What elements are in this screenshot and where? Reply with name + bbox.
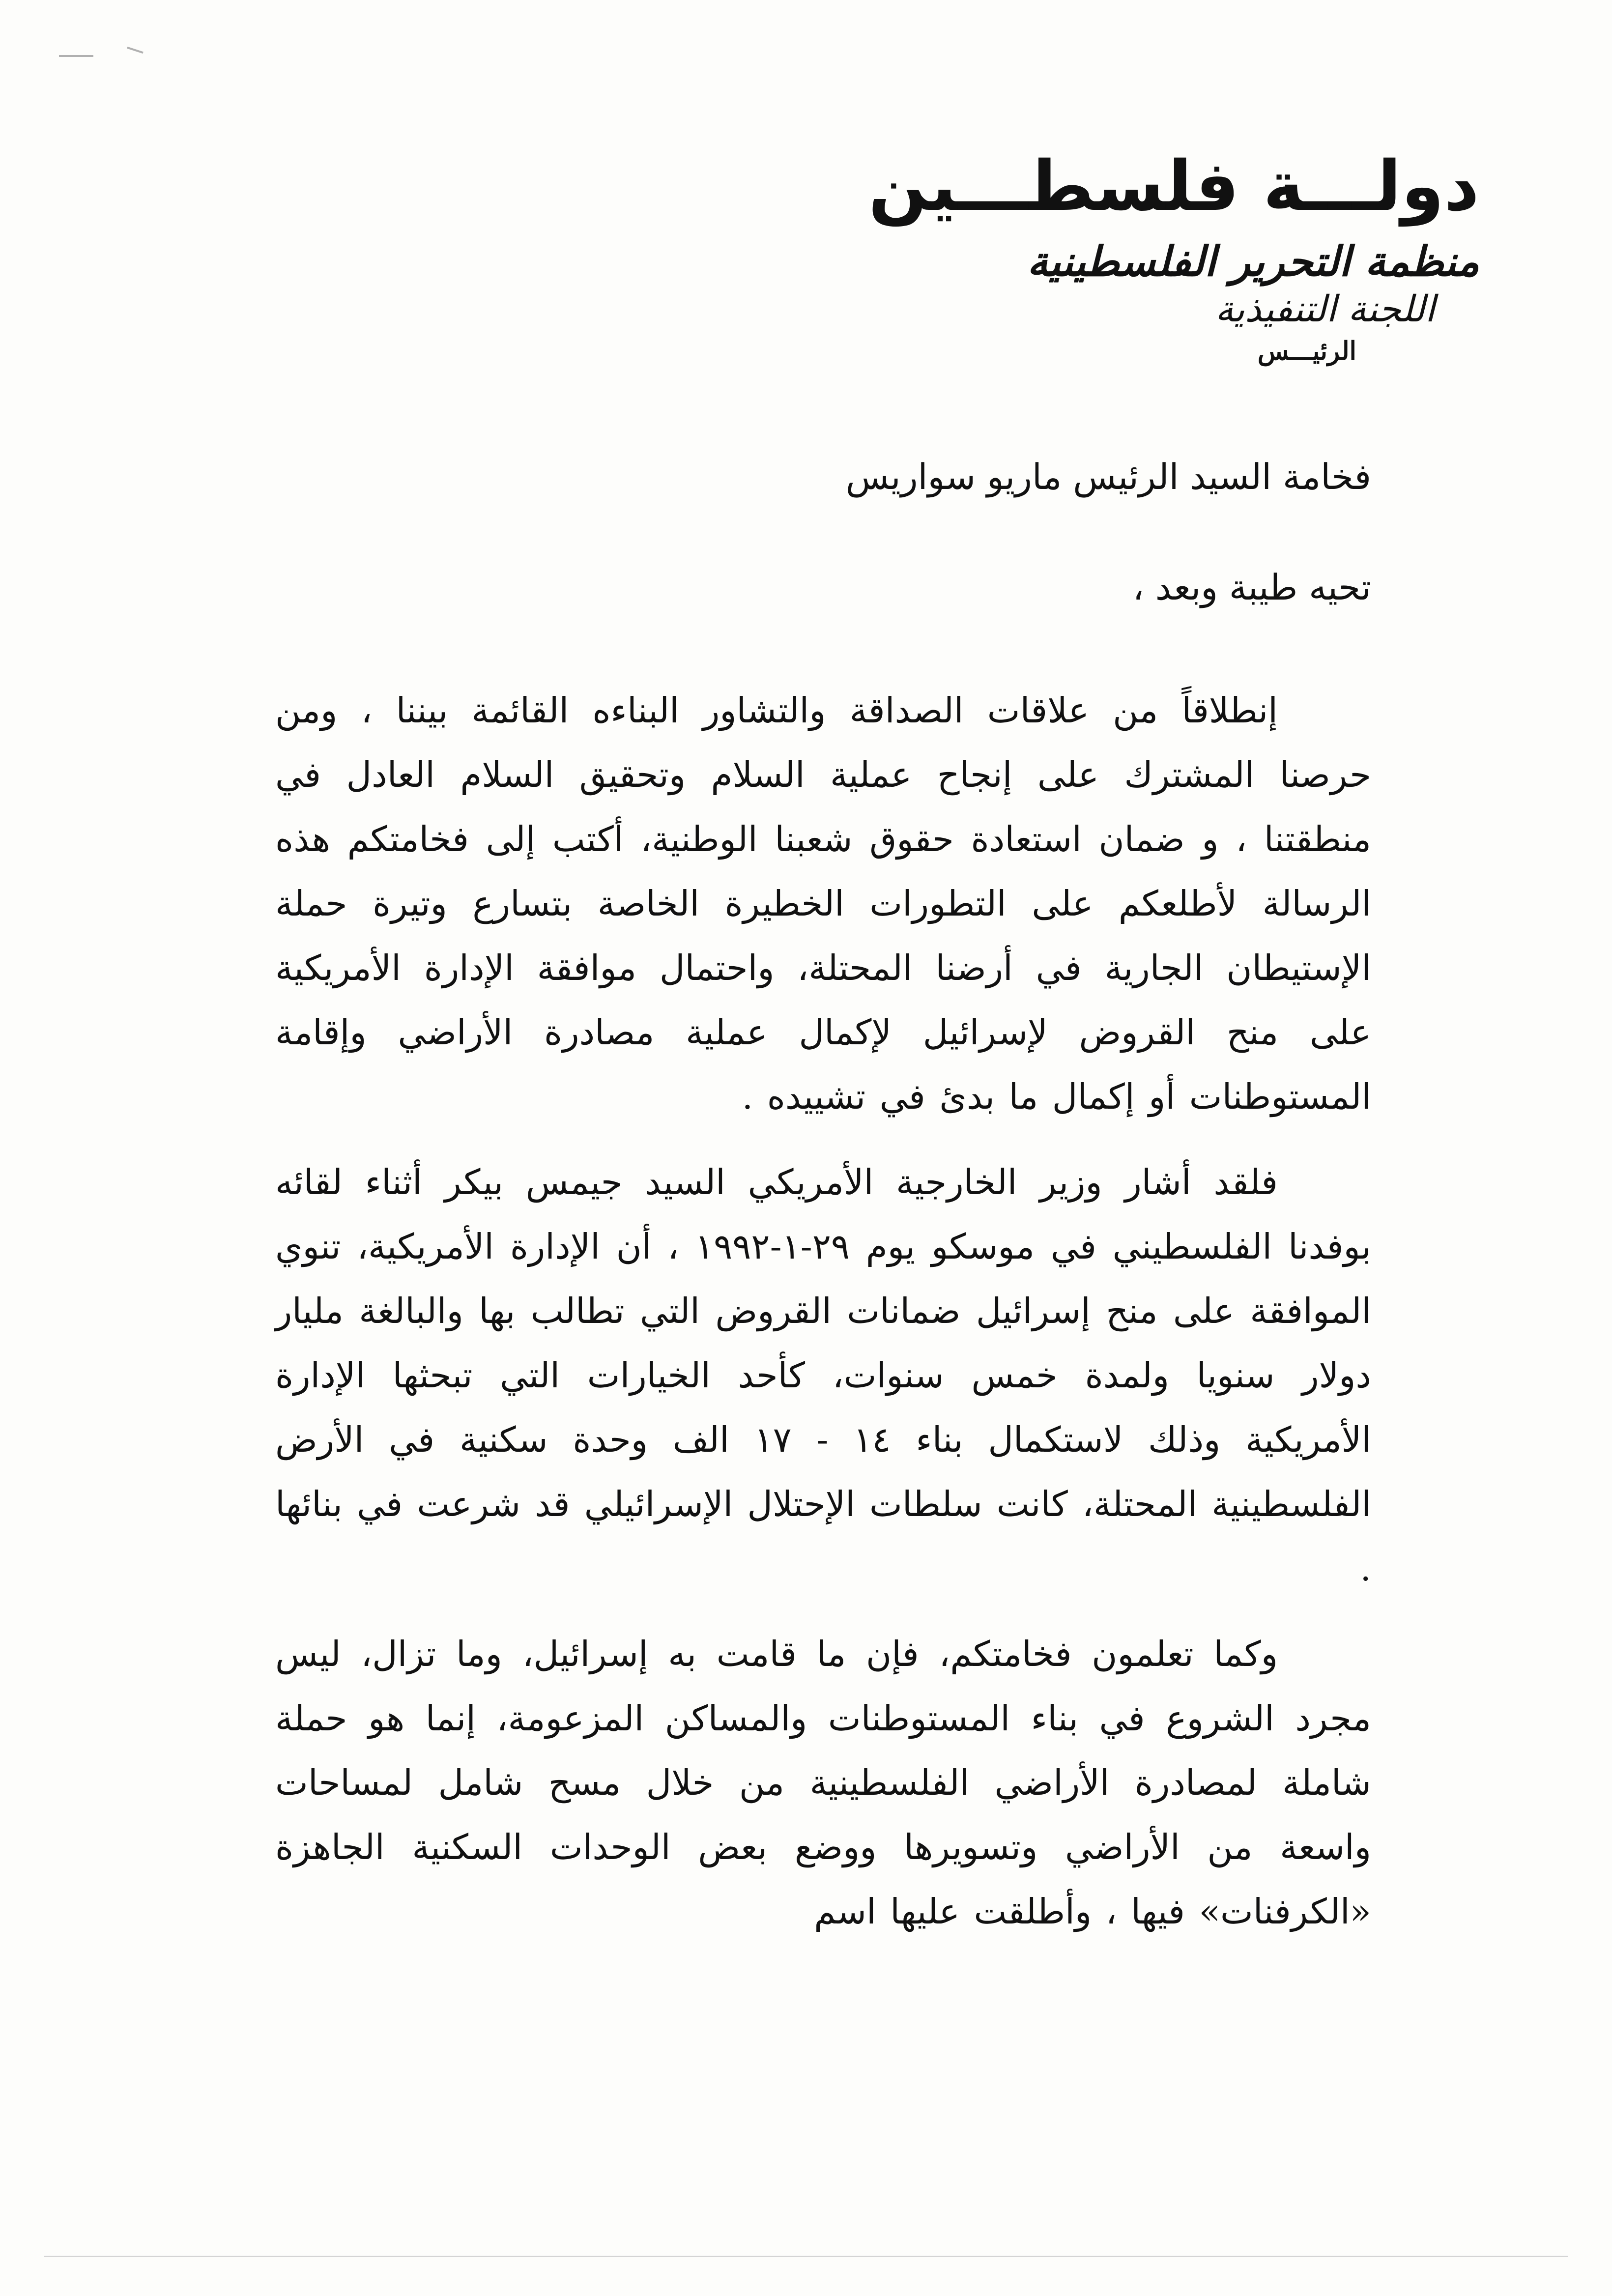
page-bottom-edge [44,2256,1568,2257]
salutation: فخامة السيد الرئيس ماريو سواريس [845,456,1371,497]
scan-speck [127,47,144,54]
body-paragraph-1: إنطلاقاً من علاقات الصداقة والتشاور البناءه القائمة بيننا ، ومن حرصنا المشترك على إنجاح عملية السلام وتحقيق السلام العادل في منطقتنا ، و ضمان استعادة حقوق شعبنا الوطنية، أكتب إلى فخامتكم هذه الرسالة لأطلعكم على التطورات الخطيرة الخاصة بتسارع وتيرة حملة الإستيطان الجارية في أرضنا المحتلة، واحتمال موافقة الإدارة الأمريكية على منح القروض لإسرائيل لإكمال عملية مصادرة الأراضي وإقامة المستوطنات أو إكمال ما بدئ في تشييده . [275,690,1371,1117]
body-paragraph-3: وكما تعلمون فخامتكم، فإن ما قامت به إسرائيل، وما تزال، ليس مجرد الشروع في بناء المستوطنات والمساكن المزعومة، إنما هو حملة شاملة لمصادرة الأراضي الفلسطينية من خلال مسح شامل لمساحات واسعة من الأراضي وتسويرها ووضع بعض الوحدات السكنية الجاهزة «الكرفنات» فيها ، وأطلقت عليها اسم [275,1634,1371,1932]
letterhead-title: الرئيـــس [1257,336,1356,366]
scan-speck [59,55,93,57]
greeting: تحيه طيبة وبعد ، [1132,567,1371,608]
letterhead-committee: اللجنة التنفيذية [1215,288,1435,330]
letterhead [840,147,1479,373]
letter-body [275,452,1371,2182]
letterhead-organization: منظمة التحرير الفلسطينية [1027,237,1479,286]
letterhead-state-name: دولـــة فلسطـــين [868,146,1479,227]
body-paragraph-2: فلقد أشار وزير الخارجية الأمريكي السيد جيمس بيكر أثناء لقائه بوفدنا الفلسطيني في موسكو يوم ٢٩-١-١٩٩٢ ، أن الإدارة الأمريكية، تنوي الموافقة على منح إسرائيل ضمانات القروض التي تطالب بها والبالغة مليار دولار سنويا ولمدة خمس سنوات، كأحد الخيارات التي تبحثها الإدارة الأمريكية وذلك لاستكمال بناء ١٤ - ١٧ الف وحدة سكنية في الأرض الفلسطينية المحتلة، كانت سلطات الإحتلال الإسرائيلي قد شرعت في بنائها . [275,1162,1371,1589]
